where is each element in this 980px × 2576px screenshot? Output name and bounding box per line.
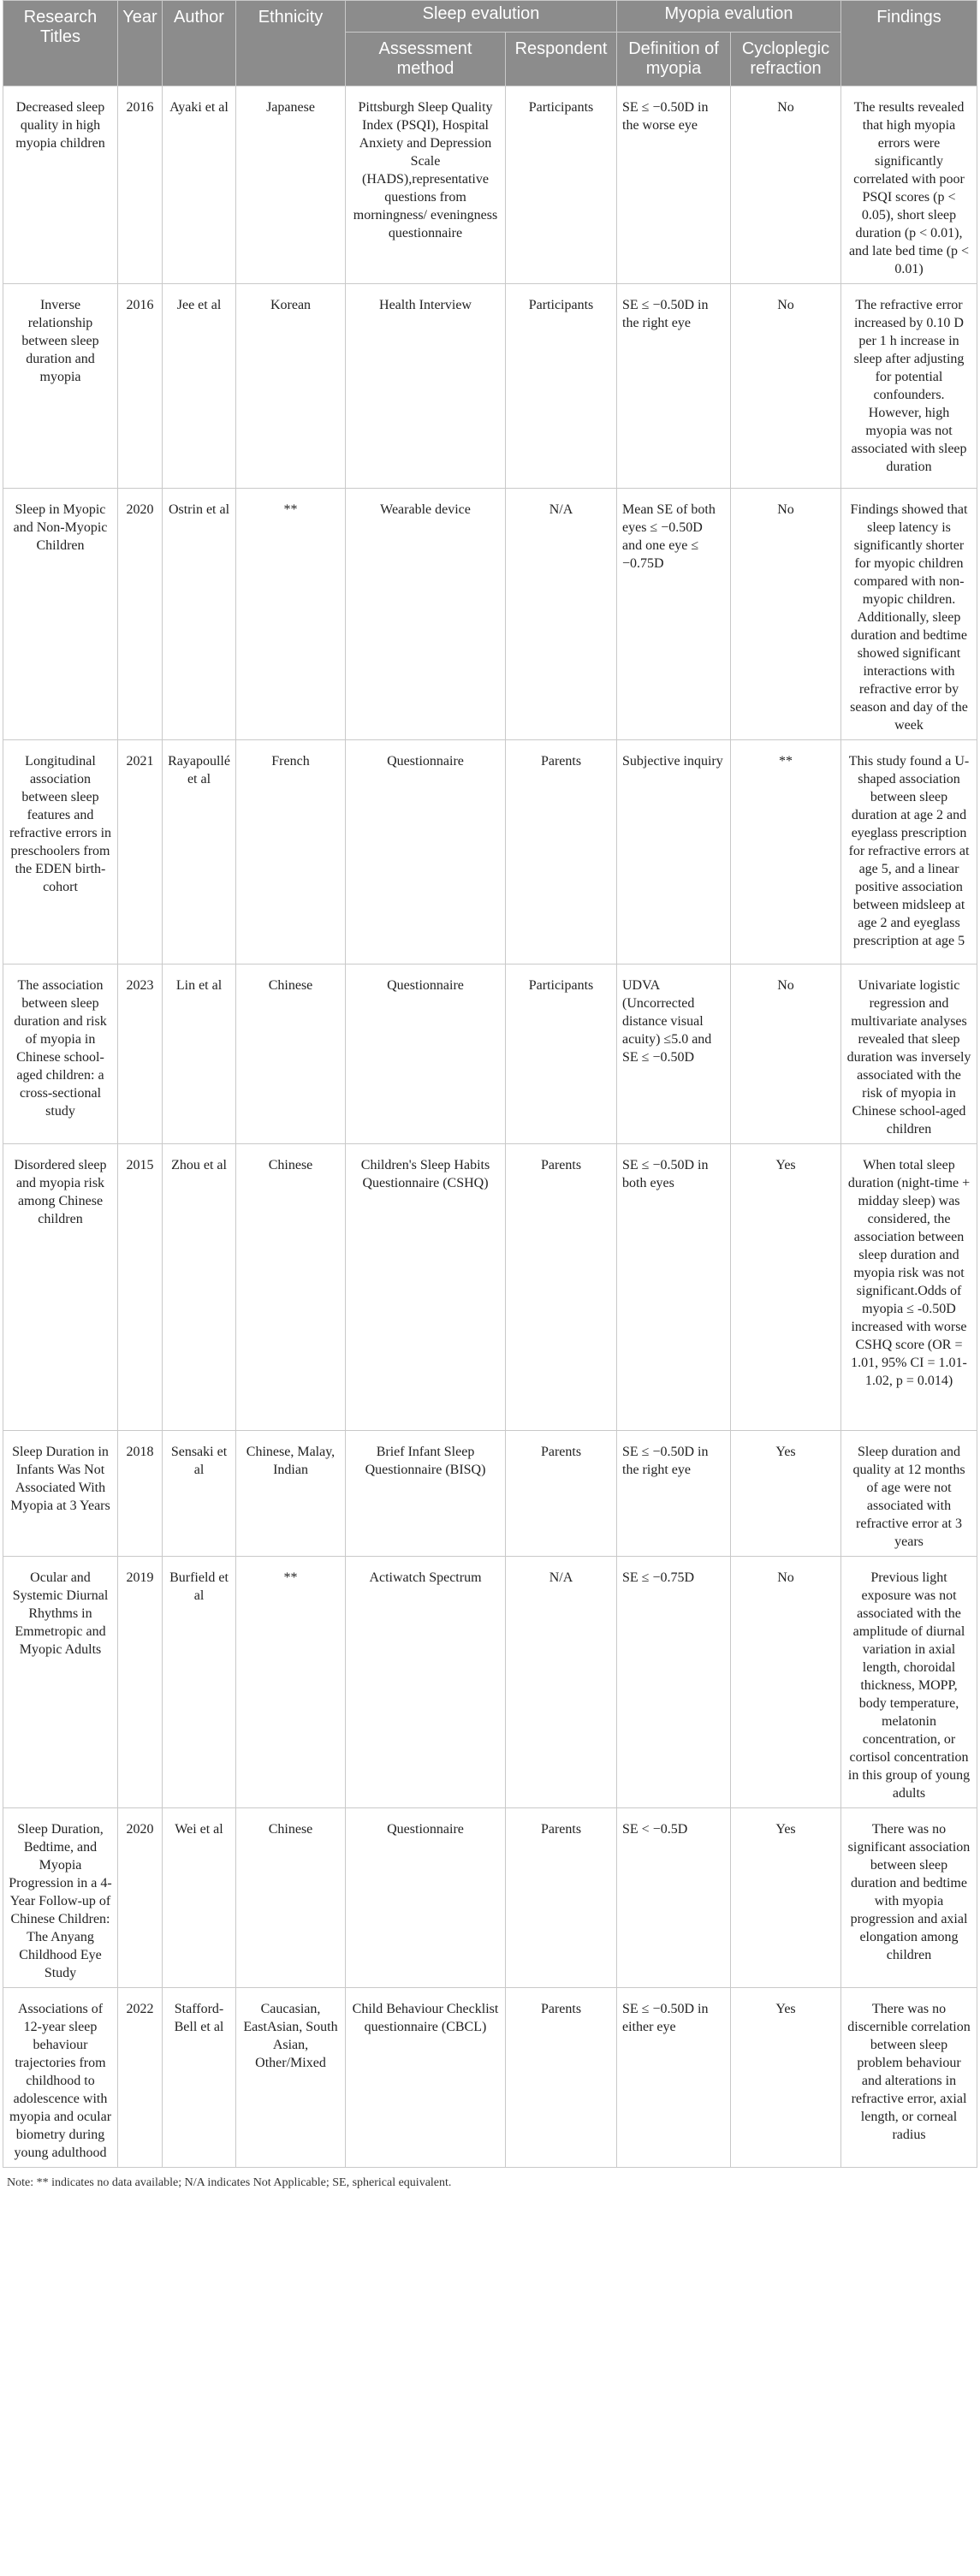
cell-findings: Findings showed that sleep latency is significantly shorter for myopic children compared with non-myopic children. Additionally, sleep duration and bedtime showed significant interactions with refractive error by season and day of the week <box>841 489 977 740</box>
header-ethnicity: Ethnicity <box>236 1 346 86</box>
cell-author: Stafford-Bell et al <box>163 1988 236 2168</box>
cell-title: Sleep in Myopic and Non-Myopic Children <box>3 489 118 740</box>
cell-definition: SE ≤ −0.50D in either eye <box>617 1988 731 2168</box>
cell-definition: SE ≤ −0.75D <box>617 1557 731 1808</box>
header-author: Author <box>163 1 236 86</box>
header-research-titles: Research Titles <box>3 1 118 86</box>
cell-ethnicity: Chinese <box>236 1144 346 1431</box>
cell-findings: Sleep duration and quality at 12 months of age were not associated with refractive error at 3 years <box>841 1431 977 1557</box>
cell-definition: UDVA (Uncorrected distance visual acuity) ≤5.0 and SE ≤ −0.50D <box>617 965 731 1144</box>
cell-findings: The refractive error increased by 0.10 D per 1 h increase in sleep after adjusting for potential confounders. However, high myopia was not associated with sleep duration <box>841 284 977 489</box>
table-row <box>3 740 977 965</box>
cell-definition: SE ≤ −0.50D in both eyes <box>617 1144 731 1431</box>
cell-title: Sleep Duration in Infants Was Not Associated With Myopia at 3 Years <box>3 1431 118 1557</box>
cell-method: Health Interview <box>346 284 506 489</box>
table-row <box>3 1557 977 1808</box>
cell-author: Sensaki et al <box>163 1431 236 1557</box>
header-respondent: Respondent <box>506 33 617 86</box>
cell-author: Ostrin et al <box>163 489 236 740</box>
cell-respondent: N/A <box>506 1557 617 1808</box>
header-assessment-method: Assessment method <box>346 33 506 86</box>
cell-ethnicity: French <box>236 740 346 965</box>
cell-method: Wearable device <box>346 489 506 740</box>
table-row <box>3 86 977 284</box>
cell-definition: Mean SE of both eyes ≤ −0.50D and one eye ≤ −0.75D <box>617 489 731 740</box>
cell-definition: SE ≤ −0.50D in the worse eye <box>617 86 731 284</box>
cell-year: 2021 <box>118 740 163 965</box>
cell-respondent: Parents <box>506 1431 617 1557</box>
cell-title: Decreased sleep quality in high myopia children <box>3 86 118 284</box>
cell-method: Brief Infant Sleep Questionnaire (BISQ) <box>346 1431 506 1557</box>
cell-cycloplegic: Yes <box>731 1808 841 1988</box>
cell-cycloplegic: No <box>731 965 841 1144</box>
cell-cycloplegic: Yes <box>731 1431 841 1557</box>
cell-title: Associations of 12-year sleep behaviour trajectories from childhood to adolescence with myopia and ocular biometry during young adulthood <box>3 1988 118 2168</box>
table-note: Note: ** indicates no data available; N/A indicates Not Applicable; SE, spherical equivalent. <box>7 2176 452 2189</box>
cell-definition: SE ≤ −0.50D in the right eye <box>617 284 731 489</box>
cell-cycloplegic: No <box>731 1557 841 1808</box>
cell-method: Questionnaire <box>346 1808 506 1988</box>
cell-ethnicity: Korean <box>236 284 346 489</box>
cell-author: Jee et al <box>163 284 236 489</box>
cell-method: Pittsburgh Sleep Quality Index (PSQI), Hospital Anxiety and Depression Scale (HADS),representative questions from morningness/ eveningness questionnaire <box>346 86 506 284</box>
cell-definition: SE ≤ −0.50D in the right eye <box>617 1431 731 1557</box>
cell-ethnicity: Chinese <box>236 1808 346 1988</box>
table-header <box>3 1 977 86</box>
cell-author: Lin et al <box>163 965 236 1144</box>
header-findings: Findings <box>841 1 977 86</box>
cell-year: 2019 <box>118 1557 163 1808</box>
cell-findings: There was no discernible correlation between sleep problem behaviour and alterations in refractive error, axial length, or corneal radius <box>841 1988 977 2168</box>
header-myopia-evaluation: Myopia evalution <box>617 1 841 33</box>
cell-respondent: Parents <box>506 1988 617 2168</box>
table-row <box>3 965 977 1144</box>
cell-respondent: Parents <box>506 740 617 965</box>
cell-author: Burfield et al <box>163 1557 236 1808</box>
cell-respondent: Participants <box>506 284 617 489</box>
table-row <box>3 1431 977 1557</box>
cell-title: Ocular and Systemic Diurnal Rhythms in Emmetropic and Myopic Adults <box>3 1557 118 1808</box>
cell-findings: The results revealed that high myopia errors were significantly correlated with poor PSQI scores (p < 0.05), short sleep duration (p < 0.01), and late bed time (p < 0.01) <box>841 86 977 284</box>
cell-title: Inverse relationship between sleep duration and myopia <box>3 284 118 489</box>
cell-findings: Previous light exposure was not associated with the amplitude of diurnal variation in axial length, choroidal thickness, MOPP, body temperature, melatonin concentration, or cortisol concentration in this group of young adults <box>841 1557 977 1808</box>
cell-method: Child Behaviour Checklist questionnaire (CBCL) <box>346 1988 506 2168</box>
cell-respondent: Participants <box>506 965 617 1144</box>
cell-author: Wei et al <box>163 1808 236 1988</box>
header-year: Year <box>118 1 163 86</box>
cell-respondent: N/A <box>506 489 617 740</box>
cell-title: Longitudinal association between sleep features and refractive errors in preschoolers from the EDEN birth-cohort <box>3 740 118 965</box>
cell-ethnicity: ** <box>236 1557 346 1808</box>
cell-year: 2018 <box>118 1431 163 1557</box>
cell-findings: This study found a U-shaped association between sleep duration at age 2 and eyeglass prescription for refractive errors at age 5, and a linear positive association between midsleep at age 2 and eyeglass prescription at age 5 <box>841 740 977 965</box>
cell-author: Rayapoullé et al <box>163 740 236 965</box>
cell-cycloplegic: No <box>731 284 841 489</box>
cell-year: 2022 <box>118 1988 163 2168</box>
cell-cycloplegic: No <box>731 86 841 284</box>
cell-findings: There was no significant association between sleep duration and bedtime with myopia progression and axial elongation among children <box>841 1808 977 1988</box>
cell-cycloplegic: ** <box>731 740 841 965</box>
table-row <box>3 1144 977 1431</box>
cell-year: 2020 <box>118 1808 163 1988</box>
header-sleep-evaluation: Sleep evalution <box>346 1 617 33</box>
studies-table <box>3 0 977 2168</box>
cell-method: Questionnaire <box>346 965 506 1144</box>
cell-cycloplegic: No <box>731 489 841 740</box>
cell-respondent: Parents <box>506 1808 617 1988</box>
cell-year: 2020 <box>118 489 163 740</box>
cell-respondent: Participants <box>506 86 617 284</box>
cell-definition: SE < −0.5D <box>617 1808 731 1988</box>
cell-respondent: Parents <box>506 1144 617 1431</box>
cell-year: 2015 <box>118 1144 163 1431</box>
table-row <box>3 1988 977 2168</box>
cell-method: Children's Sleep Habits Questionnaire (CSHQ) <box>346 1144 506 1431</box>
header-cycloplegic-refraction: Cycloplegic refraction <box>731 33 841 86</box>
cell-findings: Univariate logistic regression and multivariate analyses revealed that sleep duration was inversely associated with the risk of myopia in Chinese school-aged children <box>841 965 977 1144</box>
cell-findings: When total sleep duration (night-time + midday sleep) was considered, the association between sleep duration and myopia risk was not significant.Odds of myopia ≤ -0.50D increased with worse CSHQ score (OR = 1.01, 95% CI = 1.01-1.02, p = 0.014) <box>841 1144 977 1431</box>
cell-cycloplegic: Yes <box>731 1988 841 2168</box>
cell-title: Disordered sleep and myopia risk among Chinese children <box>3 1144 118 1431</box>
cell-ethnicity: Chinese, Malay, Indian <box>236 1431 346 1557</box>
table-row <box>3 284 977 489</box>
cell-author: Ayaki et al <box>163 86 236 284</box>
cell-definition: Subjective inquiry <box>617 740 731 965</box>
cell-year: 2016 <box>118 284 163 489</box>
header-definition-of-myopia: Definition of myopia <box>617 33 731 86</box>
table-row <box>3 489 977 740</box>
cell-ethnicity: ** <box>236 489 346 740</box>
cell-year: 2016 <box>118 86 163 284</box>
cell-method: Actiwatch Spectrum <box>346 1557 506 1808</box>
cell-title: The association between sleep duration and risk of myopia in Chinese school-aged children: a cross-sectional study <box>3 965 118 1144</box>
cell-title: Sleep Duration, Bedtime, and Myopia Progression in a 4-Year Follow-up of Chinese Children: The Anyang Childhood Eye Study <box>3 1808 118 1988</box>
cell-cycloplegic: Yes <box>731 1144 841 1431</box>
cell-year: 2023 <box>118 965 163 1144</box>
cell-ethnicity: Caucasian, EastAsian, South Asian, Other/Mixed <box>236 1988 346 2168</box>
cell-author: Zhou et al <box>163 1144 236 1431</box>
cell-method: Questionnaire <box>346 740 506 965</box>
table-body <box>3 86 977 2168</box>
table-row <box>3 1808 977 1988</box>
cell-ethnicity: Japanese <box>236 86 346 284</box>
cell-ethnicity: Chinese <box>236 965 346 1144</box>
